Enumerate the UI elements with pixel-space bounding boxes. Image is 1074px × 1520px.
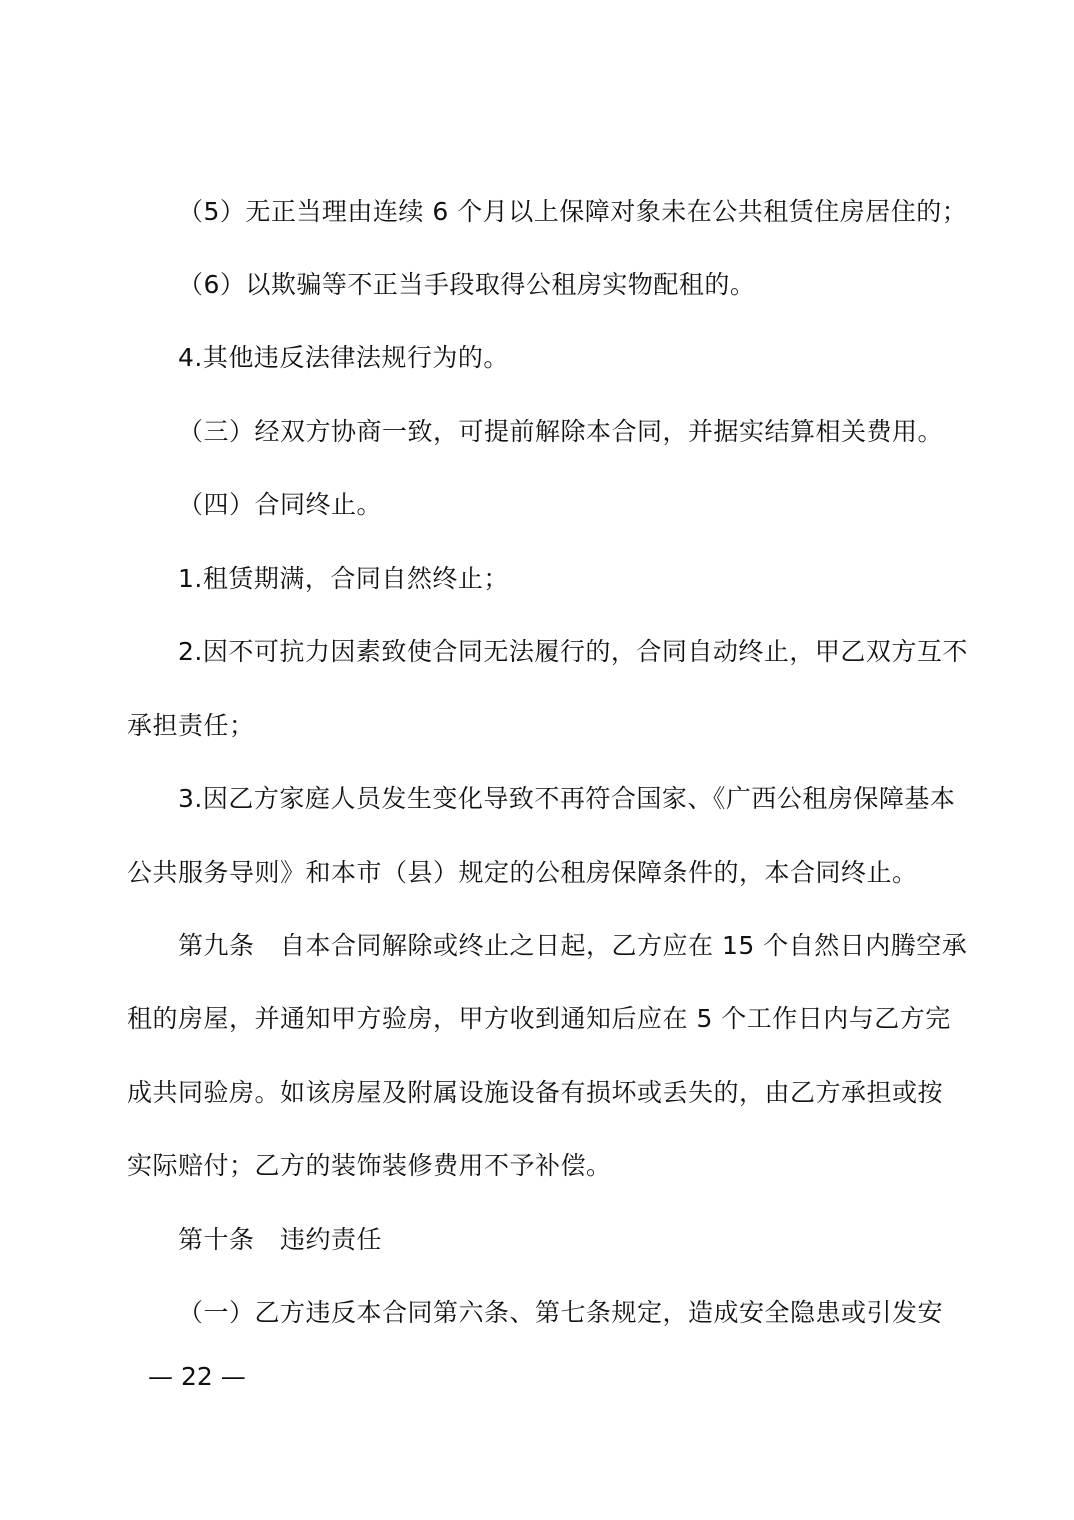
article-nine-line-1: 第九条 自本合同解除或终止之日起，乙方应在 15 个自然日内腾空承 [178, 931, 968, 960]
paragraph-line-9: 3.因乙方家庭人员发生变化导致不再符合国家、《广西公租房保障基本 [178, 784, 956, 813]
article-ten-heading: 第十条 违约责任 [178, 1225, 383, 1254]
article-nine-line-2: 租的房屋，并通知甲方验房，甲方收到通知后应在 5 个工作日内与乙方完 [127, 1004, 951, 1033]
paragraph-line-8: 承担责任； [127, 711, 255, 740]
article-nine-line-3: 成共同验房。如该房屋及附属设施设备有损坏或丢失的，由乙方承担或按 [127, 1078, 944, 1107]
paragraph-line-4: （三）经双方协商一致，可提前解除本合同，并据实结算相关费用。 [178, 417, 944, 446]
paragraph-line-7: 2.因不可抗力因素致使合同无法履行的，合同自动终止，甲乙双方互不 [178, 637, 968, 666]
page-number: — 22 — [148, 1362, 246, 1391]
paragraph-line-2: （6）以欺骗等不正当手段取得公租房实物配租的。 [178, 270, 756, 299]
article-ten-line-1: （一）乙方违反本合同第六条、第七条规定，造成安全隐患或引发安 [178, 1298, 944, 1327]
paragraph-line-10: 公共服务导则》和本市（县）规定的公租房保障条件的，本合同终止。 [127, 858, 918, 887]
paragraph-line-5: （四）合同终止。 [178, 490, 383, 519]
article-nine-line-4: 实际赔付；乙方的装饰装修费用不予补偿。 [127, 1151, 612, 1180]
paragraph-line-3: 4.其他违反法律法规行为的。 [178, 343, 509, 372]
paragraph-line-6: 1.租赁期满，合同自然终止； [178, 564, 509, 593]
paragraph-line-1: （5）无正当理由连续 6 个月以上保障对象未在公共租赁住房居住的； [178, 197, 968, 226]
